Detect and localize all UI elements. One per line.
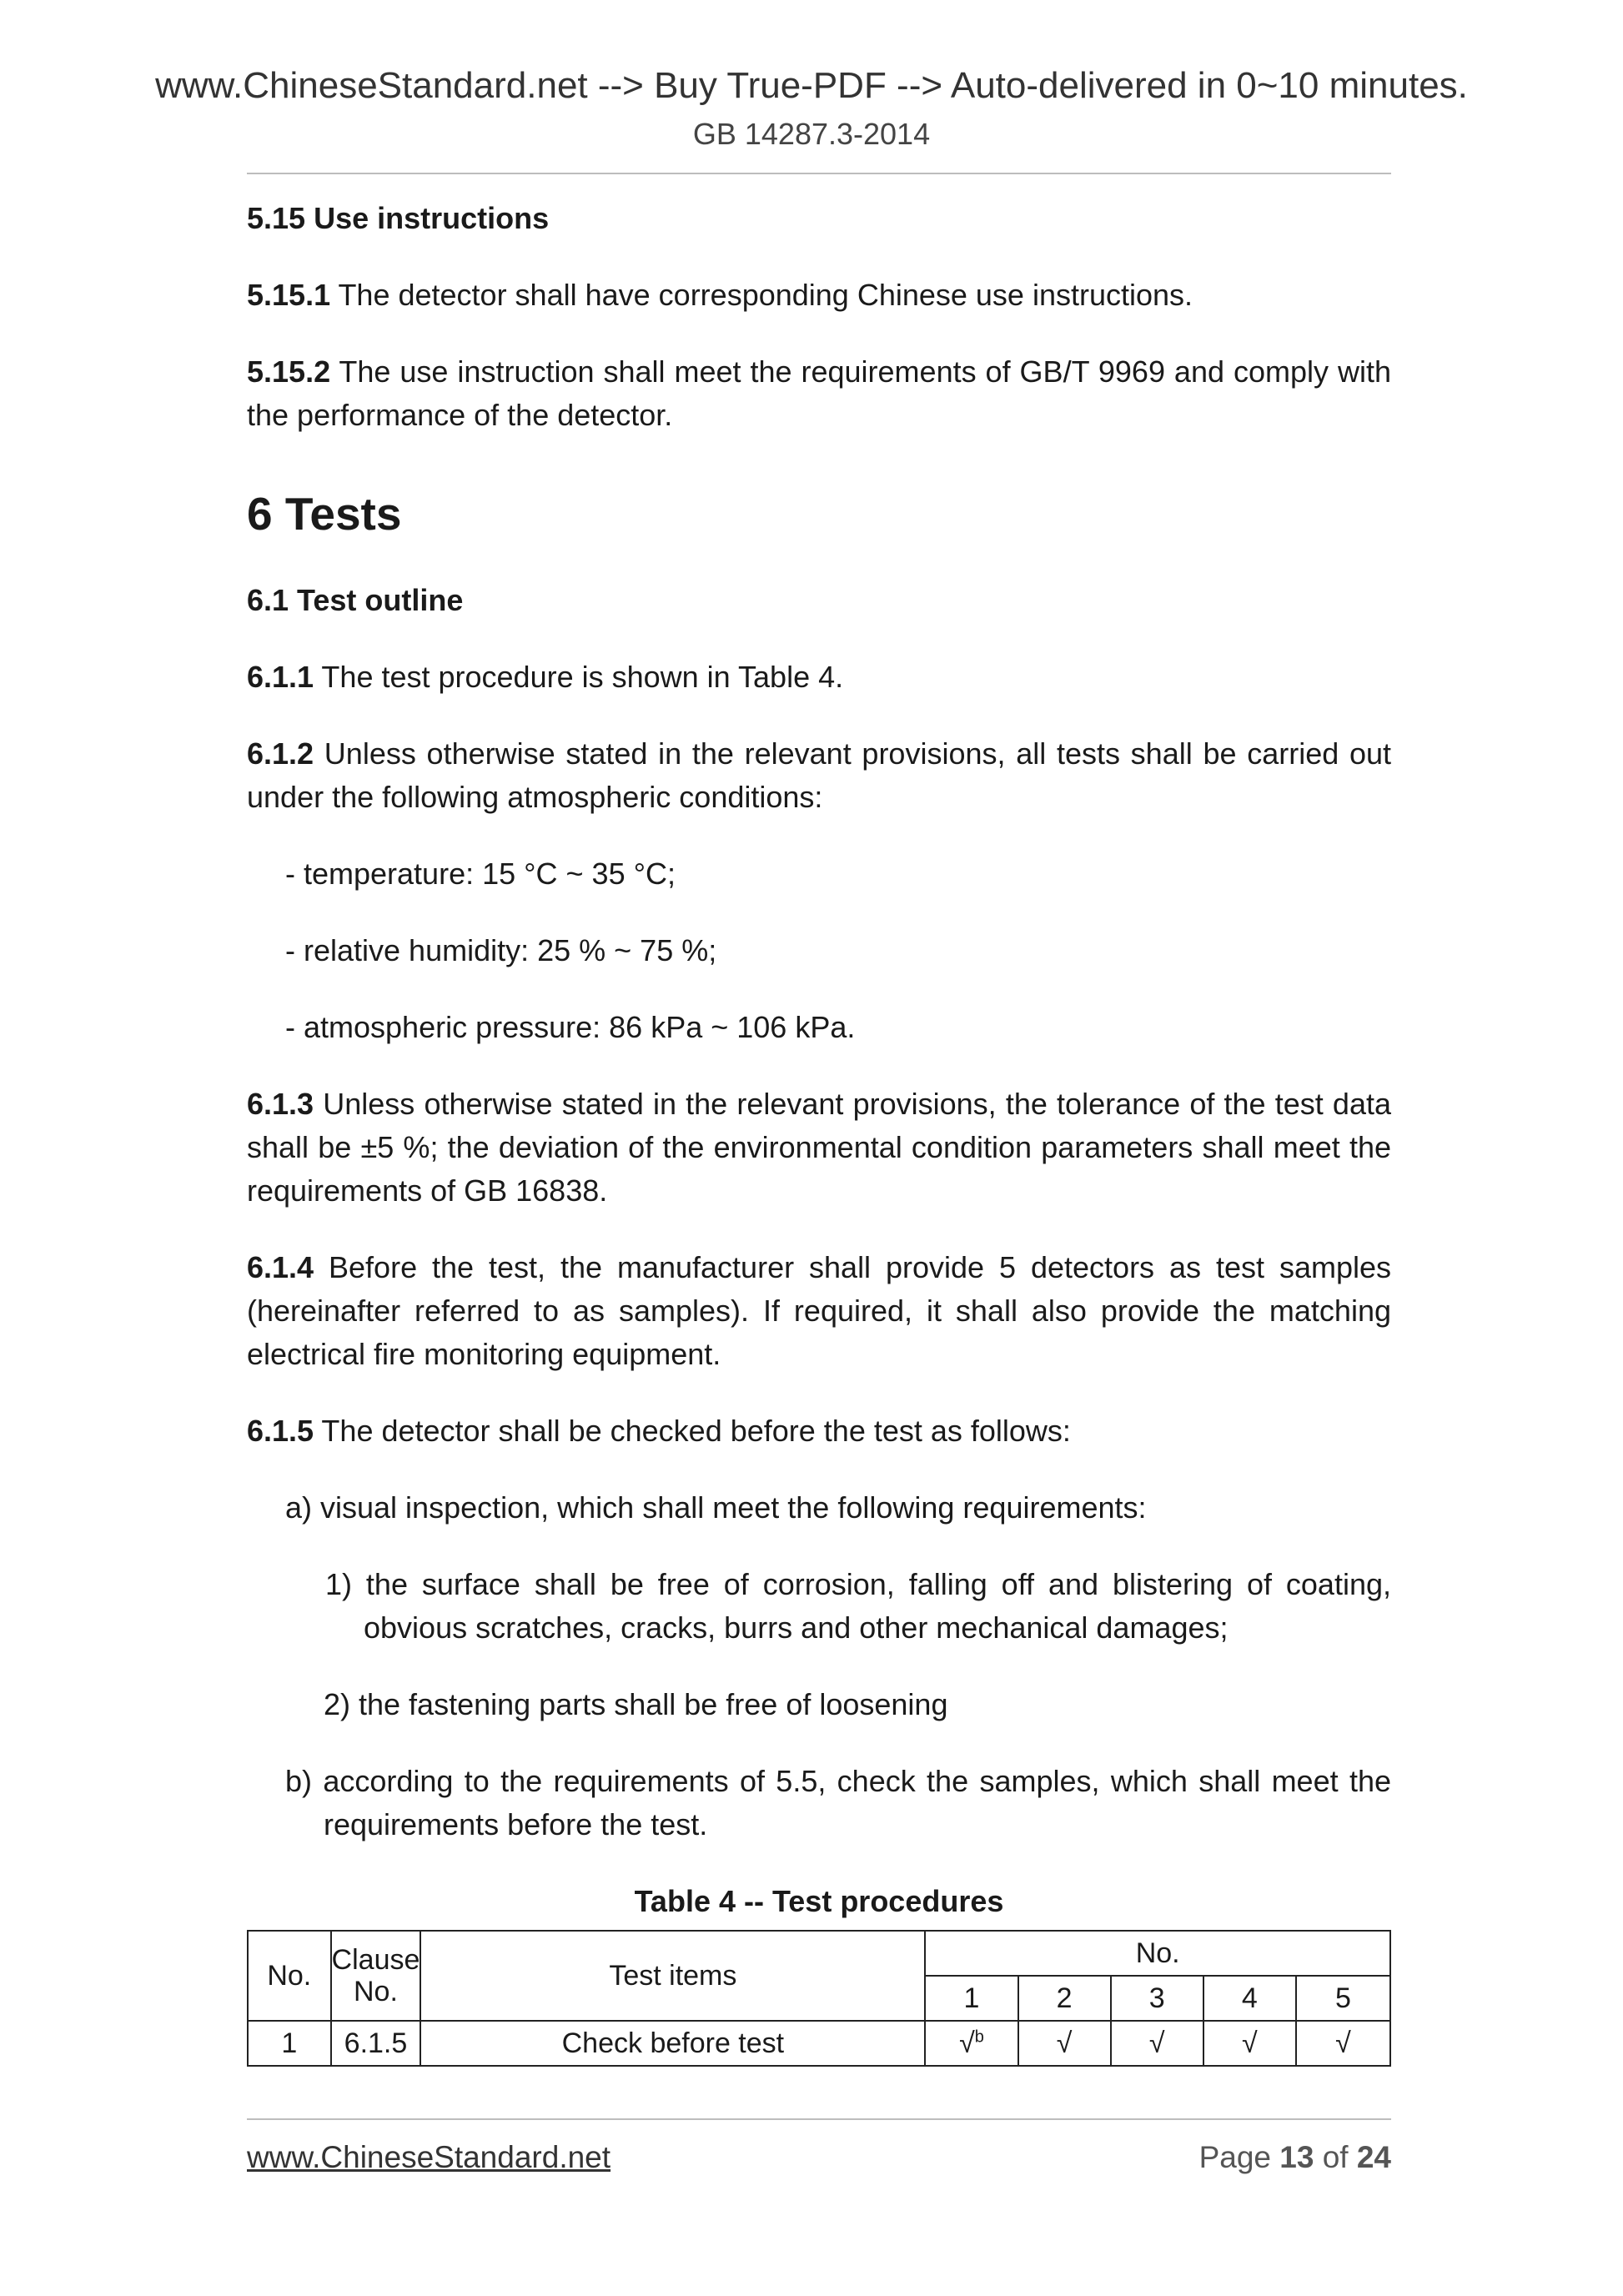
- check-mark: √: [959, 2027, 975, 2059]
- page-number: 13: [1279, 2140, 1314, 2174]
- clause-text: The use instruction shall meet the requirements of GB/T 9969 and comply with the performance of the detector.: [247, 354, 1391, 432]
- header-sample-3: 3: [1111, 1976, 1203, 2021]
- clause-number: 6.1.3: [247, 1087, 314, 1121]
- condition-temperature: - temperature: 15 °C ~ 35 °C;: [285, 857, 676, 891]
- list-item-a: a) visual inspection, which shall meet the following requirements:: [285, 1490, 1147, 1525]
- footer-divider: [247, 2118, 1391, 2120]
- footer-site-link[interactable]: www.ChineseStandard.net: [247, 2140, 611, 2174]
- site-banner: www.ChineseStandard.net --> Buy True-PDF --> Auto-delivered in 0~10 minutes.: [155, 65, 1468, 106]
- section-6-1-title: 6.1 Test outline: [247, 583, 464, 617]
- header-clause: [331, 1931, 421, 2021]
- clause-6-1-4: [247, 1246, 1391, 1376]
- clause-text: Before the test, the manufacturer shall provide 5 detectors as test samples (hereinafter referred to as samples). If required, it shall also provide the matching electrical fire monitoring equipment.: [247, 1250, 1391, 1371]
- check-mark-2: √: [1018, 2021, 1111, 2066]
- list-item-a1: 1) the surface shall be free of corrosion, falling off and blistering of coating, obvious scratches, cracks, burrs and other mechanical damages;: [325, 1567, 1391, 1645]
- clause-6-1-5: [247, 1409, 1391, 1453]
- test-procedures-table: [247, 1930, 1391, 2067]
- clause-text: Unless otherwise stated in the relevant provisions, all tests shall be carried out under the following atmospheric conditions:: [247, 736, 1391, 814]
- page-body: [247, 197, 1391, 2067]
- clause-number: 6.1.1: [247, 660, 314, 694]
- page-footer: [247, 2140, 1391, 2182]
- header-clause-line2: No.: [354, 1976, 398, 2007]
- chapter-6-title: 6 Tests: [247, 488, 402, 540]
- clause-text: The test procedure is shown in Table 4.: [314, 660, 844, 694]
- row-clause: 6.1.5: [331, 2021, 421, 2066]
- clause-text: The detector shall be checked before the test as follows:: [314, 1414, 1071, 1448]
- section-5-15-title: 5.15 Use instructions: [247, 201, 550, 235]
- table-header-row: [248, 1931, 1390, 1976]
- header-test-items: Test items: [420, 1931, 925, 2021]
- header-no: No.: [248, 1931, 331, 2021]
- condition-pressure: - atmospheric pressure: 86 kPa ~ 106 kPa.: [285, 1010, 856, 1044]
- header-sample-2: 2: [1018, 1976, 1111, 2021]
- check-mark-3: √: [1111, 2021, 1203, 2066]
- page-label: Page: [1198, 2140, 1280, 2174]
- page-total: 24: [1356, 2140, 1391, 2174]
- clause-6-1-2: [247, 732, 1391, 819]
- clause-5-15-1: [247, 274, 1391, 317]
- header-sample-no: No.: [925, 1931, 1390, 1976]
- page-indicator: [1199, 2140, 1391, 2175]
- check-mark-4: √: [1203, 2021, 1296, 2066]
- clause-number: 5.15.1: [247, 278, 331, 312]
- clause-6-1-1: [247, 656, 1391, 699]
- condition-humidity: - relative humidity: 25 % ~ 75 %;: [285, 933, 717, 967]
- header-sample-5: 5: [1296, 1976, 1390, 2021]
- page-of: of: [1314, 2140, 1357, 2174]
- check-mark-1: [925, 2021, 1018, 2066]
- footnote-ref: b: [974, 2027, 984, 2047]
- list-item-a2: 2) the fastening parts shall be free of loosening: [324, 1687, 948, 1721]
- clause-number: 6.1.4: [247, 1250, 314, 1284]
- row-no: 1: [248, 2021, 331, 2066]
- clause-number: 6.1.2: [247, 736, 314, 771]
- clause-text: The detector shall have corresponding Chinese use instructions.: [330, 278, 1193, 312]
- clause-number: 6.1.5: [247, 1414, 314, 1448]
- clause-5-15-2: [247, 350, 1391, 437]
- clause-6-1-3: [247, 1083, 1391, 1213]
- header-divider: [247, 173, 1391, 174]
- list-item-b: b) according to the requirements of 5.5, check the samples, which shall meet the requirements before the test.: [285, 1764, 1391, 1841]
- row-test-item: Check before test: [420, 2021, 925, 2066]
- header-clause-line1: Clause: [331, 1944, 420, 1976]
- check-mark-5: √: [1296, 2021, 1390, 2066]
- header-sample-1: 1: [925, 1976, 1018, 2021]
- table-4-caption: Table 4 -- Test procedures: [634, 1884, 1004, 1918]
- document-id: GB 14287.3-2014: [692, 117, 931, 151]
- clause-number: 5.15.2: [247, 354, 331, 389]
- clause-text: Unless otherwise stated in the relevant provisions, the tolerance of the test data shall be ±5 %; the deviation of the environmental condition parameters shall meet the requirements of GB 16838.: [247, 1087, 1391, 1208]
- table-row: [248, 2021, 1390, 2066]
- header-sample-4: 4: [1203, 1976, 1296, 2021]
